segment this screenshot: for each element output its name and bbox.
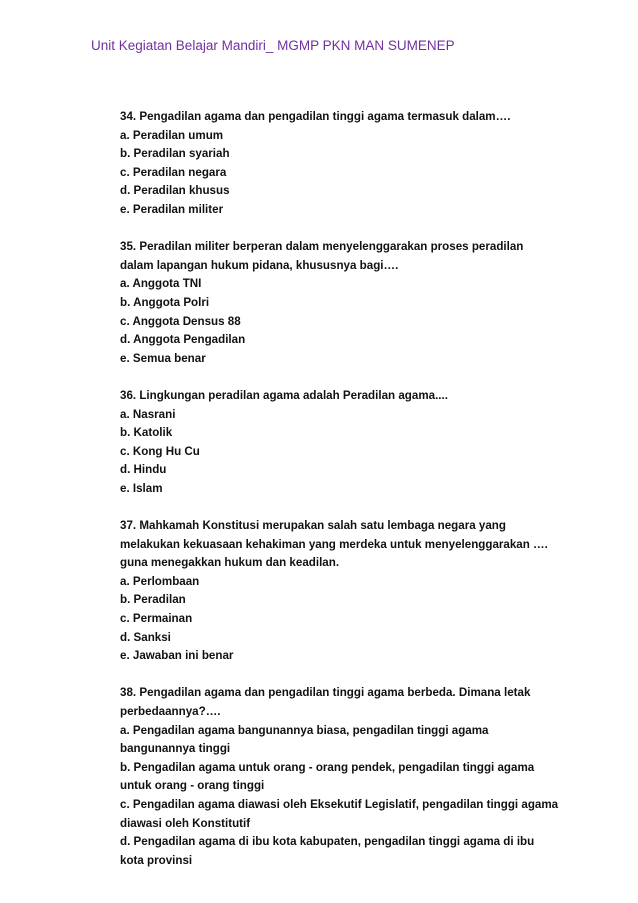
question-34 [120,108,560,220]
option-c: c. Peradilan negara [120,165,227,179]
option-e: e. Islam [120,481,163,495]
option-b: b. Katolik [120,426,173,440]
option-e: e. Jawaban ini benar [120,649,234,663]
option-a: a. Nasrani [120,407,176,421]
question-list [120,108,560,889]
question-text: 36. Lingkungan peradilan agama adalah Peradilan agama.... [120,388,448,402]
option-a: a. Anggota TNI [120,277,202,291]
option-c: c. Permainan [120,612,193,626]
option-b: b. Pengadilan agama untuk orang - orang pendek, pengadilan tinggi agama untuk orang - orang tinggi [120,760,535,793]
option-c: c. Kong Hu Cu [120,444,200,458]
question-35 [120,238,560,368]
option-e: e. Semua benar [120,351,206,365]
option-d: d. Hindu [120,463,167,477]
question-text: 37. Mahkamah Konstitusi merupakan salah satu lembaga negara yang melakukan kekuasaan kehakiman yang merdeka untuk menyelenggarakan …. guna menegakkan hukum dan keadilan. [120,519,548,570]
option-a: a. Peradilan umum [120,128,224,142]
option-b: b. Anggota Polri [120,295,210,309]
option-d: d. Anggota Pengadilan [120,333,246,347]
option-e: e. Peradilan militer [120,202,224,216]
page-header: Unit Kegiatan Belajar Mandiri_ MGMP PKN MAN SUMENEP [91,38,455,53]
question-text: 38. Pengadilan agama dan pengadilan tinggi agama berbeda. Dimana letak perbedaannya?…. [120,686,531,718]
question-38 [120,684,560,870]
option-b: b. Peradilan syariah [120,147,230,161]
question-text: 34. Pengadilan agama dan pengadilan tinggi agama termasuk dalam…. [120,110,511,123]
option-c: c. Pengadilan agama diawasi oleh Eksekutif Legislatif, pengadilan tinggi agama diawasi oleh Konstitutif [120,797,559,830]
question-36 [120,387,560,499]
question-37 [120,517,560,666]
option-d: d. Sanksi [120,630,171,644]
question-text: 35. Peradilan militer berperan dalam menyelenggarakan proses peradilan dalam lapangan hukum pidana, khususnya bagi…. [120,240,524,272]
option-a: a. Perlombaan [120,574,200,588]
option-d: d. Pengadilan agama di ibu kota kabupaten, pengadilan tinggi agama di ibu kota provinsi [120,835,535,867]
option-d: d. Peradilan khusus [120,184,230,198]
option-a: a. Pengadilan agama bangunannya biasa, pengadilan tinggi agama bangunannya tinggi [120,723,489,756]
option-b: b. Peradilan [120,593,186,607]
option-c: c. Anggota Densus 88 [120,314,241,328]
